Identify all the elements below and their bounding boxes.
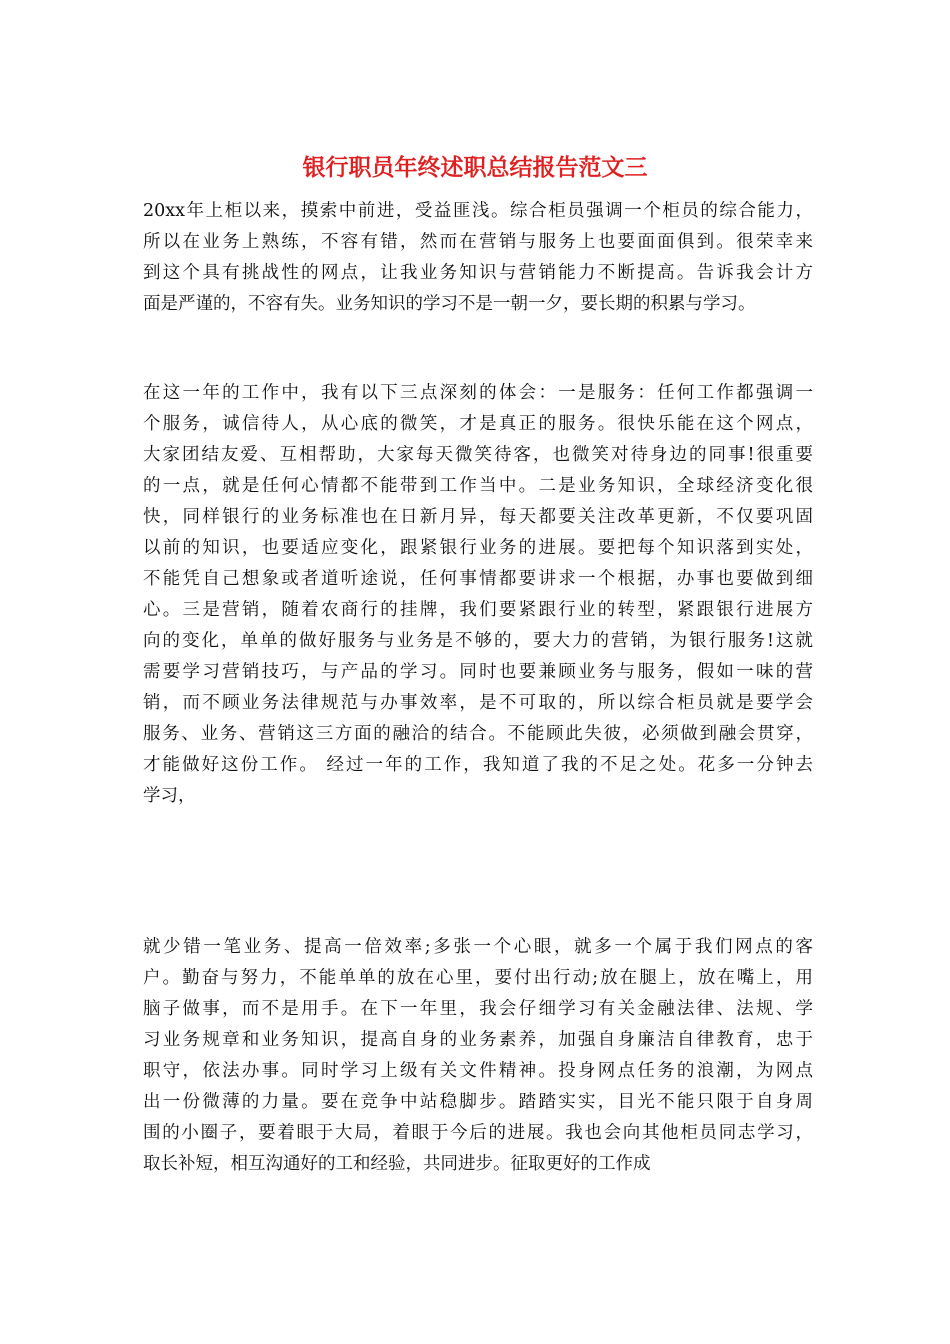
paragraph-3 [143, 932, 813, 1180]
text-line: 学习， [143, 786, 196, 806]
text-line: 面是严谨的，不容有失。业务知识的学习不是一朝一夕，要长期的积累与学习。 [143, 294, 756, 314]
text-line: 取长补短，相互沟通好的工和经验，共同进步。征取更好的工作成 [143, 1154, 651, 1174]
text-line: 到这个具有挑战性的网点，让我业务知识与营销能力不断提高。告诉我会计方 [143, 263, 813, 283]
text-line: 才能做好这份工作。 经过一年的工作，我知道了我的不足之处。花多一分钟去 [143, 755, 813, 775]
text-line: 大家团结友爱、互相帮助，大家每天微笑待客，也微笑对待身边的同事!很重要 [143, 445, 813, 465]
text-line: 个服务，诚信待人，从心底的微笑，才是真正的服务。很快乐能在这个网点， [143, 414, 813, 434]
text-line: 在这一年的工作中，我有以下三点深刻的体会：一是服务：任何工作都强调一 [143, 383, 813, 403]
text-line: 20xx年上柜以来，摸索中前进，受益匪浅。综合柜员强调一个柜员的综合能力， [143, 201, 813, 221]
text-line: 向的变化，单单的做好服务与业务是不够的，要大力的营销，为银行服务!这就 [143, 631, 813, 651]
text-line: 心。三是营销，随着农商行的挂牌，我们要紧跟行业的转型，紧跟银行进展方 [143, 600, 813, 620]
paragraph-1 [143, 196, 813, 320]
text-line: 销，而不顾业务法律规范与办事效率，是不可取的，所以综合柜员就是要学会 [143, 693, 813, 713]
text-line: 户。勤奋与努力，不能单单的放在心里，要付出行动;放在腿上，放在嘴上，用 [143, 968, 813, 988]
text-line: 以前的知识，也要适应变化，跟紧银行业务的进展。要把每个知识落到实处， [143, 538, 813, 558]
text-line: 围的小圈子，要着眼于大局，着眼于今后的进展。我也会向其他柜员同志学习， [143, 1123, 813, 1143]
document-title: 银行职员年终述职总结报告范文三 [302, 154, 648, 181]
text-line: 脑子做事，而不是用手。在下一年里，我会仔细学习有关金融法律、法规、学 [143, 999, 813, 1019]
text-line: 出一份微薄的力量。要在竞争中站稳脚步。踏踏实实，目光不能只限于自身周 [143, 1092, 813, 1112]
text-line: 习业务规章和业务知识，提高自身的业务素养，加强自身廉洁自律教育，忠于 [143, 1030, 813, 1050]
text-line: 需要学习营销技巧，与产品的学习。同时也要兼顾业务与服务，假如一味的营 [143, 662, 813, 682]
text-line: 不能凭自己想象或者道听途说，任何事情都要讲求一个根据，办事也要做到细 [143, 569, 813, 589]
text-line: 所以在业务上熟练，不容有错，然而在营销与服务上也要面面俱到。很荣幸来 [143, 232, 813, 252]
text-line: 服务、业务、营销这三方面的融洽的结合。不能顾此失彼，必须做到融会贯穿， [143, 724, 813, 744]
paragraph-2 [143, 378, 813, 812]
text-line: 就少错一笔业务、提高一倍效率;多张一个心眼，就多一个属于我们网点的客 [143, 937, 813, 957]
text-line: 快，同样银行的业务标准也在日新月异，每天都要关注改革更新，不仅要巩固 [143, 507, 813, 527]
text-line: 职守，依法办事。同时学习上级有关文件精神。投身网点任务的浪潮，为网点 [143, 1061, 813, 1081]
text-line: 的一点，就是任何心情都不能带到工作当中。二是业务知识，全球经济变化很 [143, 476, 813, 496]
